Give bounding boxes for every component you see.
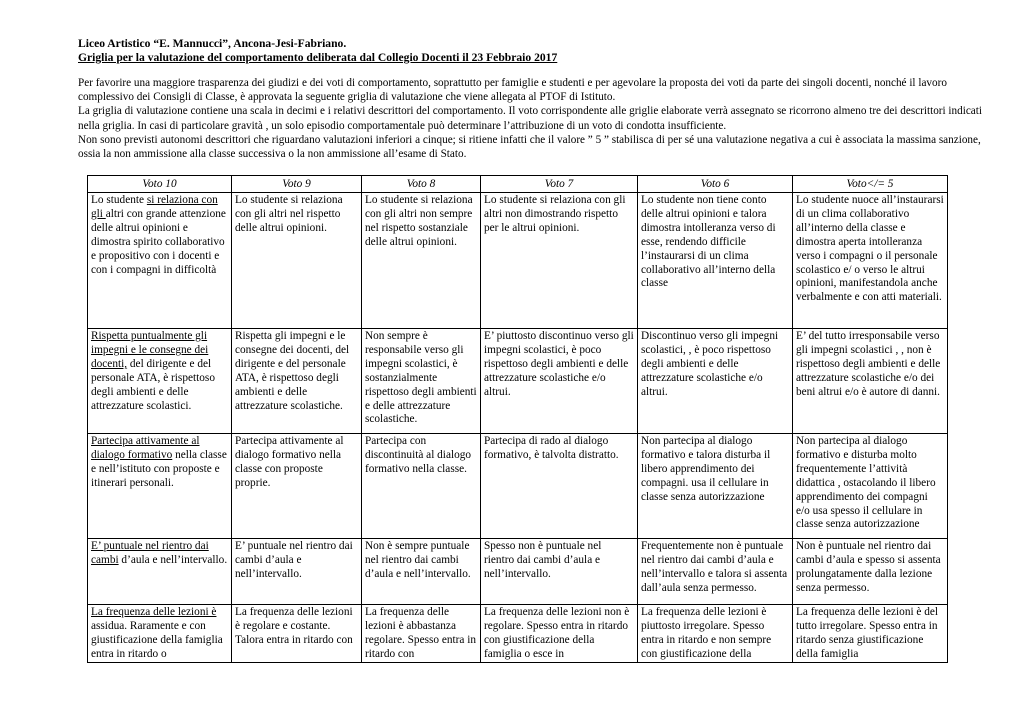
intro-paragraph-3: Non sono previsti autonomi descrittori che riguardano valutazioni inferiori a cinque; si ritiene infatti che il valore ” 5 ” stabilisca di per sé una valutazione negativa a cui è associata la massima sanzione, ossia la non ammissione alla classe successiva o la non ammissione all’esame di Stato. [78, 133, 981, 161]
table-cell: E’ piuttosto discontinuo verso gli impegni scolastici, è poco rispettoso degli ambienti e delle attrezzature scolastiche e/o altrui. [481, 329, 638, 434]
header-voto-9: Voto 9 [232, 176, 362, 193]
table-cell: Partecipa con discontinuità al dialogo formativo nella classe. [362, 434, 481, 539]
table-cell: Non partecipa al dialogo formativo e talora disturba il libero apprendimento dei compagni. usa il cellulare in classe senza autorizzazione [638, 434, 793, 539]
cell-text: d’aula e nell’intervallo. [118, 553, 228, 566]
table-cell [88, 193, 232, 329]
table-cell: Rispetta gli impegni e le consegne dei docenti, del dirigente e del personale ATA, è rispettoso degli ambienti e delle attrezzature scolastiche. [232, 329, 362, 434]
school-name: Liceo Artistico “E. Mannucci”, Ancona-Jesi-Fabriano. [78, 37, 347, 50]
intro-paragraph-1: Per favorire una maggiore trasparenza dei giudizi e dei voti di comportamento, soprattutto per famiglie e studenti e per agevolare la proposta dei voti da parte dei singoli docenti, nonché il lavoro complessivo dei Consigli di Classe, è approvata la seguente griglia di valutazione che viene allegata al PTOF di Istituto. [78, 77, 947, 104]
table-cell [88, 605, 232, 663]
table-cell: Lo studente nuoce all’instaurarsi di un clima collaborativo all’interno della classe e dimostra aperta intolleranza verso i compagni o il personale scolastico e/ o verso le altrui opinioni, manifestandola anche verbalmente e con atti materiali. [793, 193, 948, 329]
cell-text-underlined: Rispetta puntualmente gli impegni e le consegne dei docenti, [91, 330, 209, 370]
header-voto-8: Voto 8 [362, 176, 481, 193]
table-cell: La frequenza delle lezioni non è regolare. Spesso entra in ritardo con giustificazione della famiglia o esce in [481, 605, 638, 663]
document-title: Griglia per la valutazione del comportamento deliberata dal Collegio Docenti il 23 Febbraio 2017 [78, 51, 558, 64]
table-row [88, 539, 948, 605]
table-cell: La frequenza delle lezioni è del tutto irregolare. Spesso entra in ritardo senza giustificazione della famiglia [793, 605, 948, 663]
table-cell: E’ puntuale nel rientro dai cambi d’aula e nell’intervallo. [232, 539, 362, 605]
header-voto-5: Voto</= 5 [793, 176, 948, 193]
cell-text-underlined: si relaziona con gli [91, 194, 218, 220]
table-cell: Lo studente si relaziona con gli altri nel rispetto delle altrui opinioni. [232, 193, 362, 329]
table-cell: E’ del tutto irresponsabile verso gli impegni scolastici , , non è rispettoso degli ambienti e delle attrezzature scolastiche e/o dei beni altrui e/o è autore di danni. [793, 329, 948, 434]
table-cell [88, 434, 232, 539]
table-cell: Discontinuo verso gli impegni scolastici, , è poco rispettoso degli ambienti e delle attrezzature scolastiche e/o altrui. [638, 329, 793, 434]
table-cell [88, 329, 232, 434]
cell-text: del dirigente e del personale ATA, è rispettoso degli ambienti e delle attrezzature scolastici. [91, 357, 215, 412]
intro-paragraph-2: La griglia di valutazione contiene una scala in decimi e i relativi descrittori del comportamento. Il voto corrispondente alle griglie elaborate verrà assegnato se ricorrono almeno tre dei descrittori indicati nella griglia. In casi di particolare gravità , un solo episodio comportamentale può determinare l’attribuzione di un voto di condotta insufficiente. [78, 105, 982, 132]
table-cell [88, 539, 232, 605]
table-cell: Non è puntuale nel rientro dai cambi d’aula e spesso si assenta prolungatamente dalla lezione senza permesso. [793, 539, 948, 605]
table-cell: Spesso non è puntuale nel rientro dai cambi d’aula e nell’intervallo. [481, 539, 638, 605]
table-cell: La frequenza delle lezioni è abbastanza regolare. Spesso entra in ritardo con [362, 605, 481, 663]
table-cell: Lo studente si relaziona con gli altri non dimostrando rispetto per le altrui opinioni. [481, 193, 638, 329]
table-cell: Lo studente si relaziona con gli altri non sempre nel rispetto sostanziale delle altrui opinioni. [362, 193, 481, 329]
table-cell: Lo studente non tiene conto delle altrui opinioni e talora dimostra intolleranza verso di esse, rendendo difficile l’instaurarsi di un clima collaborativo all’interno della classe [638, 193, 793, 329]
table-cell: La frequenza delle lezioni è piuttosto irregolare. Spesso entra in ritardo e non sempre con giustificazione della [638, 605, 793, 663]
table-cell: Partecipa attivamente al dialogo formativo nella classe con proposte proprie. [232, 434, 362, 539]
intro-text [78, 76, 993, 161]
header-voto-6: Voto 6 [638, 176, 793, 193]
table-cell: Partecipa di rado al dialogo formativo, è talvolta distratto. [481, 434, 638, 539]
table-cell: Frequentemente non è puntuale nel rientro dai cambi d’aula e nell’intervallo e talora si assenta dall’aula senza permesso. [638, 539, 793, 605]
cell-text: nella classe e nell’istituto con proposte e itinerari personali. [91, 448, 227, 489]
table-row [88, 329, 948, 434]
cell-text: altri con grande attenzione delle altrui opinioni e dimostra spirito collaborativo e propositivo con i docenti e con i compagni in difficoltà [91, 207, 226, 276]
table-cell: Non partecipa al dialogo formativo e disturba molto frequentemente l’attività didattica , ostacolando il libero apprendimento dei compagni e/o usa spesso il cellulare in classe senza autorizzazione [793, 434, 948, 539]
table-row [88, 605, 948, 663]
cell-text: assidua. Raramente e con giustificazione della famiglia entra in ritardo o [91, 619, 223, 660]
table-cell: La frequenza delle lezioni è regolare e costante. Talora entra in ritardo con [232, 605, 362, 663]
table-header-row [88, 176, 948, 193]
table-cell: Non è sempre puntuale nel rientro dai cambi d’aula e nell’intervallo. [362, 539, 481, 605]
cell-text-underlined: E’ puntuale nel rientro dai cambi [91, 540, 209, 566]
table-cell: Non sempre è responsabile verso gli impegni scolastici, è sostanzialmente rispettoso degli ambienti e delle attrezzature scolastiche. [362, 329, 481, 434]
header-voto-7: Voto 7 [481, 176, 638, 193]
cell-text-underlined: La frequenza delle lezioni è [91, 606, 217, 618]
table-row [88, 434, 948, 539]
table-row [88, 193, 948, 329]
cell-text-underlined: Partecipa attivamente al dialogo formativo [91, 435, 200, 461]
header-voto-10: Voto 10 [88, 176, 232, 193]
evaluation-grid-table [87, 175, 948, 663]
cell-text: Lo studente [91, 194, 147, 206]
